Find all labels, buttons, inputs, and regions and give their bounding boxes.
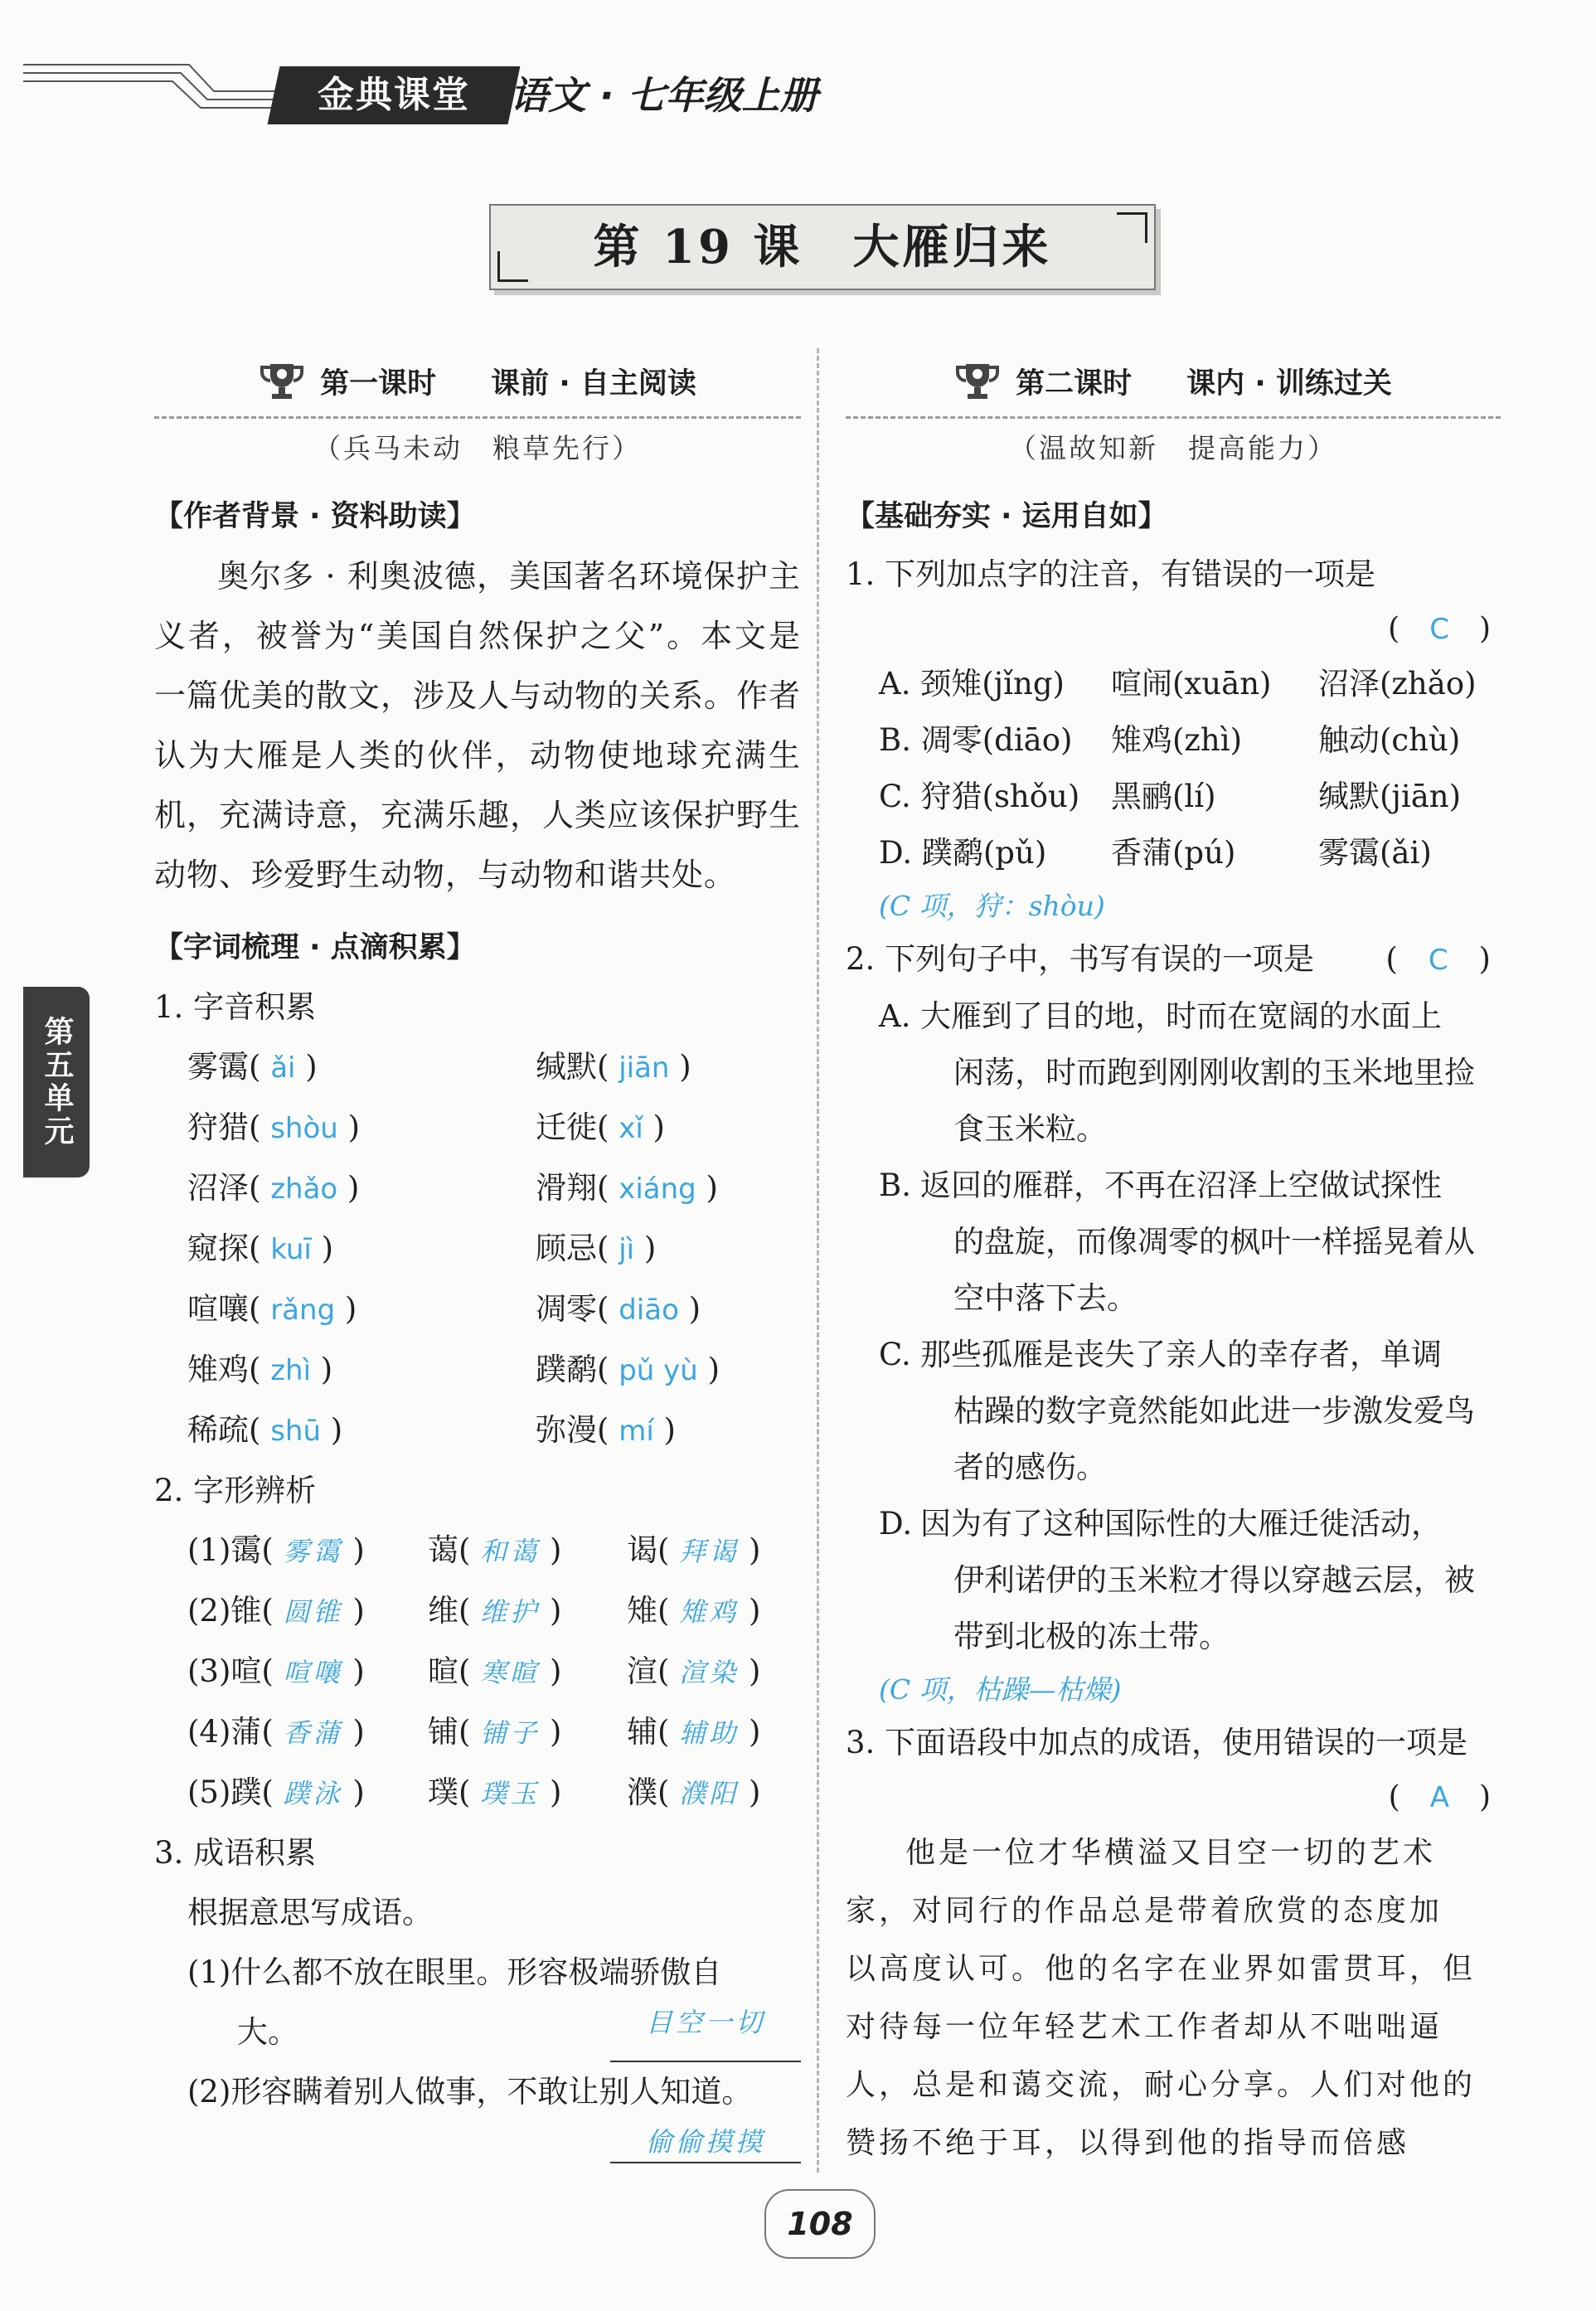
shape-char: 喧 [230, 1653, 262, 1689]
option-item: D. 蹼鹬(pǔ) [879, 835, 1047, 871]
section-header-2 [846, 348, 1501, 415]
pron-answer: mí [619, 1415, 654, 1448]
pron-word: 凋零 [536, 1291, 597, 1327]
pron-item: 滑翔( xiáng ) [536, 1170, 718, 1206]
pron-word: 喧嚷 [187, 1291, 249, 1327]
shape-cell: 渲( 渲染 ) [627, 1653, 761, 1689]
left-column [154, 348, 801, 2163]
pron-answer: diāo [619, 1294, 679, 1327]
pron-answer: zhǎo [270, 1172, 338, 1206]
shape-cell: 维( 维护 ) [428, 1593, 562, 1629]
brand-text: 金典课堂 [318, 74, 470, 116]
dashed-rule [846, 416, 1501, 419]
answer-bracket-3: ( A ) [1388, 1780, 1491, 1814]
idiom-title: 3. 成语积累 [154, 1835, 317, 1871]
option-text: 者的感伤。 [953, 1449, 1107, 1485]
passage-line: 人，总是和蔼交流，耐心分享。人们对他的 [846, 2068, 1477, 2102]
option-item: 缄默(jiān) [1318, 779, 1462, 814]
shape-answer: 喧嚷 [283, 1657, 343, 1688]
pron-item: 弥漫( mí ) [536, 1412, 676, 1448]
shape-answer: 香蒲 [283, 1717, 343, 1749]
option-block [846, 1327, 1501, 1496]
pron-item: 凋零( diāo ) [536, 1291, 701, 1327]
pron-title: 1. 字音积累 [154, 989, 317, 1025]
trophy-icon [954, 361, 1001, 402]
dashed-rule [154, 416, 801, 419]
shape-cell: (5)蹼( 蹼泳 ) [187, 1775, 365, 1810]
shape-num: (3) [187, 1653, 231, 1689]
shape-char: 暄 [428, 1653, 458, 1689]
answer-2: C [1428, 944, 1448, 977]
pron-item: 窥探( kuī ) [187, 1231, 334, 1266]
shape-row [154, 1521, 801, 1581]
answer-bracket-1: ( C ) [1388, 612, 1491, 646]
pron-answer: shòu [270, 1112, 338, 1145]
pron-word: 窥探 [187, 1231, 249, 1266]
pron-item: 稀疏( shū ) [187, 1412, 343, 1448]
pron-item: 雾霭( ǎi ) [187, 1049, 318, 1085]
idiom-q1-line [154, 2003, 801, 2062]
shape-char: 铺 [428, 1714, 458, 1750]
shape-row [154, 1702, 801, 1763]
shape-answer: 濮阳 [679, 1778, 740, 1809]
option-item: B. 凋零(diāo) [879, 722, 1073, 758]
shape-answer: 雉鸡 [679, 1596, 740, 1628]
pron-item: 缄默( jiān ) [536, 1049, 691, 1085]
question-2: 2. 下列句子中，书写有误的一项是 [846, 941, 1315, 977]
option-text: 闲荡，时而跑到刚刚收割的玉米地里捡 [953, 1055, 1475, 1090]
pron-item: 蹼鹬( pǔ yù ) [536, 1352, 720, 1387]
shape-row [154, 1642, 801, 1702]
pron-word: 弥漫 [536, 1412, 597, 1448]
option-letter: C. [879, 1337, 911, 1372]
shape-answer: 雾霭 [283, 1536, 343, 1567]
pron-answer: xǐ [619, 1112, 643, 1145]
shape-answer: 铺子 [480, 1717, 541, 1749]
question-3: 3. 下面语段中加点的成语，使用错误的一项是 [846, 1725, 1468, 1760]
shape-num: (1) [187, 1532, 231, 1568]
pron-item: 喧嚷( rǎng ) [187, 1291, 357, 1327]
section-motto: （温故知新 提高能力） [1009, 432, 1337, 464]
option-text: 的盘旋，而像凋零的枫叶一样摇晃着从 [953, 1224, 1475, 1260]
pron-word: 稀疏 [187, 1412, 249, 1448]
option-line [879, 1496, 1501, 1552]
option-block [846, 1496, 1501, 1665]
lesson-title: 第 19 课 大雁归来 [593, 220, 1052, 274]
option-item: 沼泽(zhǎo) [1318, 666, 1477, 702]
shape-answer: 辅助 [679, 1717, 740, 1749]
shape-char: 璞 [428, 1775, 458, 1810]
shape-cell: (2)锥( 圆锥 ) [187, 1593, 365, 1629]
option-item: 黑鹂(lí) [1111, 779, 1216, 814]
shape-char: 蔼 [428, 1532, 458, 1568]
pron-word: 迁徙 [536, 1109, 597, 1145]
pron-word: 沼泽 [187, 1170, 249, 1206]
right-column [846, 348, 1501, 2173]
author-heading: 【作者背景 · 资料助读】 [154, 500, 476, 533]
basic-heading: 【基础夯实 · 运用自如】 [846, 500, 1167, 533]
pron-answer: rǎng [270, 1294, 336, 1327]
shape-num: (4) [187, 1714, 231, 1750]
section-motto: （兵马未动 粮草先行） [313, 432, 642, 464]
idiom-answer-1: 目空一切 [610, 2003, 801, 2062]
shape-answer: 蹼泳 [283, 1778, 343, 1809]
pron-answer: jiān [619, 1051, 670, 1085]
shape-cell: 蔼( 和蔼 ) [428, 1532, 562, 1568]
pron-answer: shū [270, 1415, 322, 1448]
note-2: (C 项，枯躁—枯燥) [879, 1673, 1122, 1706]
corner-decor [497, 251, 528, 282]
shape-char: 霭 [230, 1532, 262, 1568]
idiom-answer-2: 偷偷摸摸 [610, 2122, 801, 2163]
pron-word: 蹼鹬 [536, 1352, 597, 1387]
section-label-b: 课内 · 训练过关 [1186, 367, 1392, 401]
lesson-title-box [489, 204, 1156, 290]
shape-char: 蒲 [230, 1714, 262, 1750]
subject-title: 语文 · 七年级上册 [510, 73, 818, 118]
option-text: 那些孤雁是丧失了亲人的幸存者，单调 [920, 1337, 1442, 1372]
shape-cell: 铺( 铺子 ) [428, 1714, 562, 1750]
author-text: 奥尔多 · 利奥波德，美国著名环境保护主义者，被誉为“美国自然保护之父”。本文是一篇优美的散文，涉及人与动物的关系。作者认为大雁是人类的伙伴，动物使地球充满生机，充满诗意，充满乐趣，人类应该保护野生动物、珍爱野生动物，与动物和谐共处。 [154, 558, 802, 893]
option-item: 雾霭(ǎi) [1318, 835, 1432, 871]
pron-item: 狩猎( shòu ) [187, 1109, 361, 1145]
idiom-q1: (1)什么都不放在眼里。形容极端骄傲自 [187, 1954, 722, 1990]
option-item: C. 狩猎(shǒu) [879, 779, 1080, 814]
section-label-a: 第一课时 [320, 367, 437, 401]
idiom-q2-line [154, 2122, 801, 2163]
pron-word: 顾忌 [536, 1231, 597, 1266]
trophy-icon [259, 361, 305, 402]
shape-cell: (1)霭( 雾霭 ) [187, 1532, 365, 1568]
question-1: 1. 下列加点字的注音，有错误的一项是 [846, 556, 1376, 592]
option-line [879, 1158, 1501, 1214]
header-decor-lines [23, 58, 297, 116]
shape-cell: 雉( 雉鸡 ) [627, 1593, 761, 1629]
words-heading: 【字词梳理 · 点滴积累】 [154, 931, 476, 964]
idiom-q1-cont: 大。 [237, 2014, 298, 2050]
corner-decor [1117, 212, 1147, 243]
question-2-options [846, 988, 1501, 1665]
section-label-b: 课前 · 自主阅读 [491, 367, 696, 401]
shape-cell: 璞( 璞玉 ) [428, 1775, 562, 1810]
idiom-q2: (2)形容瞒着别人做事，不敢让别人知道。 [187, 2074, 753, 2110]
pron-answer: kuī [270, 1233, 312, 1266]
shape-answer: 圆锥 [283, 1596, 343, 1628]
shape-cell: 谒( 拜谒 ) [627, 1532, 761, 1568]
passage-line: 家，对同行的作品总是带着欣赏的态度加 [846, 1894, 1443, 1928]
passage-line: 他是一位才华横溢又目空一切的艺术 [905, 1836, 1437, 1870]
shape-num: (2) [187, 1593, 231, 1629]
option-text: 枯躁的数字竟然能如此进一步激发爱鸟 [953, 1393, 1475, 1429]
shape-row [154, 1581, 801, 1642]
page-number: 108 [764, 2189, 876, 2259]
answer-bracket-2: ( C ) [1385, 941, 1491, 977]
passage-line: 以高度认可。他的名字在业界如雷贯耳，但 [846, 1952, 1477, 1986]
option-item: 香蒲(pú) [1111, 835, 1236, 871]
note-1: (C 项，狩：shòu) [879, 890, 1105, 922]
unit-side-tab: 第五单元 [23, 987, 90, 1177]
section-header-1 [154, 348, 801, 415]
shape-char: 渲 [627, 1653, 657, 1689]
passage-line: 对待每一位年轻艺术工作者却从不咄咄逼 [846, 2010, 1443, 2044]
option-text: 伊利诺伊的玉米粒才得以穿越云层，被 [953, 1562, 1475, 1598]
option-text: 因为有了这种国际性的大雁迁徙活动， [920, 1506, 1442, 1541]
option-block [846, 988, 1501, 1158]
pron-item: 顾忌( jì ) [536, 1231, 657, 1266]
pron-answer: jì [619, 1233, 635, 1266]
shape-answer: 璞玉 [480, 1778, 541, 1809]
option-item: 喧闹(xuān) [1111, 666, 1272, 702]
shape-answer: 寒暄 [480, 1657, 541, 1688]
option-item: A. 颈雉(jǐng) [879, 666, 1065, 702]
brand-badge [268, 66, 521, 124]
shape-char: 濮 [627, 1775, 657, 1810]
pron-answer: ǎi [270, 1051, 296, 1085]
pron-word: 缄默 [536, 1049, 597, 1085]
option-line [879, 1327, 1501, 1383]
pron-item: 迁徙( xǐ ) [536, 1109, 665, 1145]
shape-row [154, 1763, 801, 1823]
pron-answer: zhì [270, 1354, 312, 1387]
option-letter: D. [879, 1506, 913, 1541]
option-text: 返回的雁群，不再在沼泽上空做试探性 [920, 1168, 1442, 1203]
shape-answer: 渲染 [679, 1657, 740, 1688]
shape-char: 维 [428, 1593, 458, 1629]
question-1-options [846, 656, 1501, 881]
shape-grid [154, 1521, 801, 1823]
option-text: 带到北极的冻土带。 [953, 1619, 1230, 1654]
shape-answer: 拜谒 [679, 1536, 740, 1567]
pron-word: 雾霭 [187, 1049, 249, 1085]
section-label-a: 第二课时 [1016, 367, 1133, 401]
question-2-row [846, 931, 1501, 988]
shape-answer: 和蔼 [480, 1536, 541, 1567]
shape-char: 雉 [627, 1593, 657, 1629]
shape-char: 蹼 [230, 1775, 262, 1810]
shape-cell: (4)蒲( 香蒲 ) [187, 1714, 365, 1750]
shape-char: 锥 [230, 1593, 262, 1629]
option-text: 食玉米粒。 [953, 1111, 1107, 1147]
shape-cell: 暄( 寒暄 ) [428, 1653, 562, 1689]
pron-answer: xiáng [619, 1172, 696, 1206]
option-text: 大雁到了目的地，时而在宽阔的水面上 [920, 998, 1442, 1034]
shape-num: (5) [187, 1775, 231, 1810]
pron-item: 雉鸡( zhì ) [187, 1352, 333, 1387]
pron-word: 滑翔 [536, 1170, 597, 1206]
passage-line: 赞扬不绝于耳，以得到他的指导而倍感 [846, 2126, 1410, 2160]
pron-answer: pǔ yù [619, 1354, 698, 1387]
option-line [879, 988, 1501, 1045]
shape-title: 2. 字形辨析 [154, 1473, 317, 1508]
question-3-passage [846, 1824, 1501, 2173]
shape-char: 辅 [627, 1714, 657, 1750]
shape-cell: (3)喧( 喧嚷 ) [187, 1653, 365, 1689]
shape-char: 谒 [627, 1532, 657, 1568]
shape-cell: 濮( 濮阳 ) [627, 1775, 761, 1810]
pron-word: 狩猎 [187, 1109, 249, 1145]
option-text: 空中落下去。 [953, 1280, 1138, 1316]
idiom-intro: 根据意思写成语。 [187, 1895, 433, 1930]
shape-answer: 维护 [480, 1596, 541, 1628]
shape-cell: 辅( 辅助 ) [627, 1714, 761, 1750]
option-block [846, 1158, 1501, 1327]
answer-1: C [1429, 613, 1449, 646]
pronunciation-grid [154, 1037, 801, 1461]
pron-word: 雉鸡 [187, 1352, 249, 1387]
pron-item: 沼泽( zhǎo ) [187, 1170, 360, 1206]
option-item: 触动(chù) [1318, 722, 1461, 758]
option-letter: A. [879, 998, 911, 1034]
option-letter: B. [879, 1168, 911, 1203]
option-item: 雉鸡(zhì) [1111, 722, 1243, 758]
answer-3: A [1429, 1781, 1449, 1814]
